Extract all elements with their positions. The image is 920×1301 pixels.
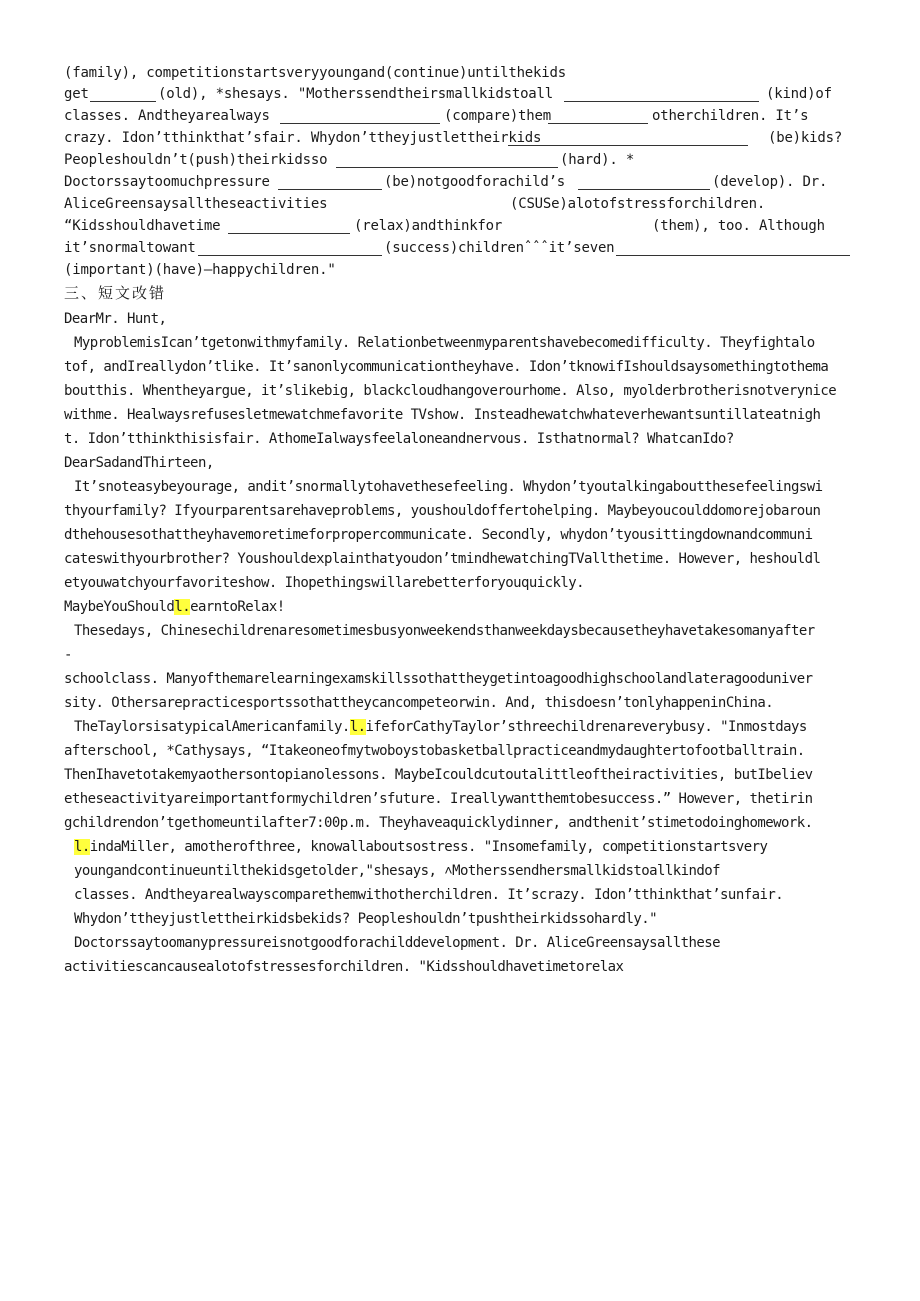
- reply-text: dthehousesothattheyhavemoretimeforpropercommunicate. Secondly, whydon’tyousittingdownandcommuni: [64, 527, 813, 543]
- letter-text: withme. Healwaysrefusesletmewatchmefavorite TVshow. Insteadhewatchwhateverhewantsuntillateatnigh: [64, 407, 821, 423]
- exercise-text: (family), competitionstartsveryyoungand(continue)untilthekids: [64, 65, 566, 81]
- reply-line: [64, 550, 820, 568]
- passage-text: afterschool, *Cathysays, “Itakeoneofmytwoboystobasketballpracticeandmydaughtertofootballtrain.: [64, 743, 805, 759]
- reply-text: etyouwatchyourfavoriteshow. Ihopethingswillarebetterforyouquickly.: [64, 575, 584, 591]
- letter-line: [64, 406, 820, 424]
- passage-text: Whydon’ttheyjustlettheirkidsbekids? Peopleshouldn’tpushtheirkidssohardly.": [74, 911, 658, 927]
- passage-text: gchildrendon’tgethomeuntilafter7:00p.m. Theyhaveaquicklydinner, andthenit’stimetodoinghomework.: [64, 815, 813, 831]
- exercise-text: AliceGreensaysalltheseactivities: [64, 196, 328, 212]
- answer-blank[interactable]: [198, 242, 382, 256]
- passage-text: sity. Othersarepracticesportssothattheycancompeteorwin. And, thisdoesn’tonlyhappeninChina.: [64, 695, 774, 711]
- section-heading-text: 三、短文改错: [64, 284, 167, 302]
- passage-line: [64, 646, 72, 664]
- answer-blank[interactable]: [90, 88, 156, 102]
- passage-text: ifeforCathyTaylor’sthreechildrenareverybusy. "Inmostdays: [365, 719, 807, 735]
- passage-text: indaMiller, amotherofthree, knowallaboutsostress. "Insomefamily, competitionstartsvery: [89, 839, 768, 855]
- passage-line: [64, 670, 812, 688]
- reply-text: thyourfamily? Ifyourparentsarehaveproblems, youshouldoffertohelping. Maybeyoucoulddomorejobaroun: [64, 503, 821, 519]
- exercise-text: (relax)andthinkfor: [354, 218, 503, 234]
- letter-greeting: [64, 310, 166, 328]
- answer-blank[interactable]: [564, 88, 759, 102]
- reply-line: [64, 574, 584, 592]
- passage-text: ThenIhavetotakemyaothersontopianolessons. MaybeIcouldcutoutalittleoftheiractivities, butIbeliev: [64, 767, 813, 783]
- exercise-text: Doctorssaytoomuchpressure: [64, 174, 270, 190]
- greeting-text: DearSadandThirteen,: [64, 455, 214, 471]
- exercise-text: (old), *shesays. "Motherssendtheirsmallkidstoall: [158, 86, 553, 102]
- reply-text: It’snoteasybeyourage, andit’snormallytohavethesefeeling. Whydon’tyoutalkingaboutthesefeelingswi: [74, 479, 823, 495]
- exercise-text: Peopleshouldn’t(push)theirkidsso: [64, 152, 328, 168]
- greeting-text: DearMr. Hunt,: [64, 311, 167, 327]
- exercise-text: (be)notgoodforachild’s: [384, 174, 566, 190]
- exercise-text: get: [64, 86, 89, 102]
- letter-text: t. Idon’tthinkthisisfair. AthomeIalwaysfeelaloneandnervous. Isthatnormal? WhatcanIdo?: [64, 431, 734, 447]
- answer-blank[interactable]: [616, 242, 850, 256]
- passage-line: [74, 622, 815, 640]
- answer-blank[interactable]: [548, 110, 648, 124]
- answer-blank[interactable]: [278, 176, 382, 190]
- answer-blank[interactable]: [508, 132, 748, 146]
- answer-blank[interactable]: [280, 110, 440, 124]
- passage-text: Thesedays, Chinesechildrenaresometimesbusyonweekendsthanweekdaysbecausetheyhavetakesomanyafter: [74, 623, 815, 639]
- letter-line: [64, 382, 836, 400]
- reply-line: [64, 502, 820, 520]
- passage-line: [64, 790, 812, 808]
- exercise-line-10: [64, 261, 336, 279]
- exercise-text: (hard). *: [560, 152, 635, 168]
- passage-text: TheTaylorsisatypicalAmericanfamily.: [74, 719, 350, 735]
- passage-line: [64, 694, 773, 712]
- section-heading: [64, 284, 166, 302]
- passage-title: [64, 598, 285, 616]
- passage-line: [74, 910, 657, 928]
- passage-line: [64, 814, 812, 832]
- letter-line: [74, 334, 815, 352]
- passage-text: classes. Andtheyarealwayscomparethemwithotherchildren. It’scrazy. Idon’tthinkthat’sunfair.: [74, 887, 784, 903]
- passage-line: [74, 838, 767, 856]
- exercise-text: (develop). Dr.: [712, 174, 828, 190]
- exercise-text: otherchildren. It’s: [652, 108, 809, 124]
- passage-text: activitiescancausealotofstressesforchildren. "Kidsshouldhavetimetorelax: [64, 959, 624, 975]
- letter-line: [64, 430, 734, 448]
- exercise-line-1: [64, 64, 566, 82]
- passage-text: -: [64, 647, 72, 663]
- letter-line: [64, 358, 828, 376]
- reply-text: cateswithyourbrother? Youshouldexplainthatyoudon’tmindhewatchingTVallthetime. However, heshouldl: [64, 551, 821, 567]
- answer-blank[interactable]: [228, 220, 350, 234]
- exercise-text: it’snormaltowant: [64, 240, 196, 256]
- passage-line: [64, 766, 812, 784]
- answer-blank[interactable]: [578, 176, 710, 190]
- exercise-text: (success)childrenˆˆˆit’seven: [384, 240, 615, 256]
- title-text: MaybeYouShould: [64, 599, 175, 615]
- exercise-text: “Kidsshouldhavetime: [64, 218, 221, 234]
- exercise-text: (them), too. Although: [652, 218, 825, 234]
- title-text: earntoRelax!: [190, 599, 285, 615]
- passage-line: [74, 886, 783, 904]
- passage-text: schoolclass. Manyofthemarelearningexamskillssothattheygetintoagoodhighschoolandlateragooduniver: [64, 671, 813, 687]
- exercise-text: crazy. Idon’tthinkthat’sfair. Whydon’ttheyjustlettheirkids: [64, 130, 542, 146]
- reply-greeting: [64, 454, 214, 472]
- letter-text: tof, andIreallydon’tlike. It’sanonlycommunicationtheyhave. Idon’tknowifIshouldsaysomethingtothema: [64, 359, 829, 375]
- answer-blank[interactable]: [336, 154, 558, 168]
- passage-text: youngandcontinueuntilthekidsgetolder,"shesays, ˄Motherssendhersmallkidstoallkindof: [74, 863, 721, 879]
- reply-line: [74, 478, 822, 496]
- highlighted-letter: l.: [74, 839, 90, 855]
- exercise-text: (CSUSe)alotofstressforchildren.: [510, 196, 766, 212]
- passage-line: [64, 742, 805, 760]
- letter-text: boutthis. Whentheyargue, it’slikebig, blackcloudhangoverourhome. Also, myolderbrotherisnotverynice: [64, 383, 837, 399]
- passage-line: [74, 934, 720, 952]
- letter-text: MyproblemisIcan’tgetonwithmyfamily. Relationbetweenmyparentshavebecomedifficulty. Theyfightalo: [74, 335, 815, 351]
- passage-text: etheseactivityareimportantformychildren’sfuture. Ireallywantthemtobesuccess.” However, thetirin: [64, 791, 813, 807]
- passage-line: [74, 718, 807, 736]
- passage-text: Doctorssaytoomanypressureisnotgoodforachilddevelopment. Dr. AliceGreensaysallthese: [74, 935, 721, 951]
- exercise-text: (be)kids?: [768, 130, 843, 146]
- exercise-text: classes. Andtheyarealways: [64, 108, 270, 124]
- highlighted-letter: l.: [349, 719, 366, 735]
- reply-line: [64, 526, 812, 544]
- highlighted-letter: l.: [174, 599, 191, 615]
- passage-line: [64, 958, 623, 976]
- exercise-text: (important)(have)—happychildren.": [64, 262, 336, 278]
- passage-line: [74, 862, 720, 880]
- exercise-text: (kind)of: [766, 86, 832, 102]
- exercise-text: (compare)them: [444, 108, 551, 124]
